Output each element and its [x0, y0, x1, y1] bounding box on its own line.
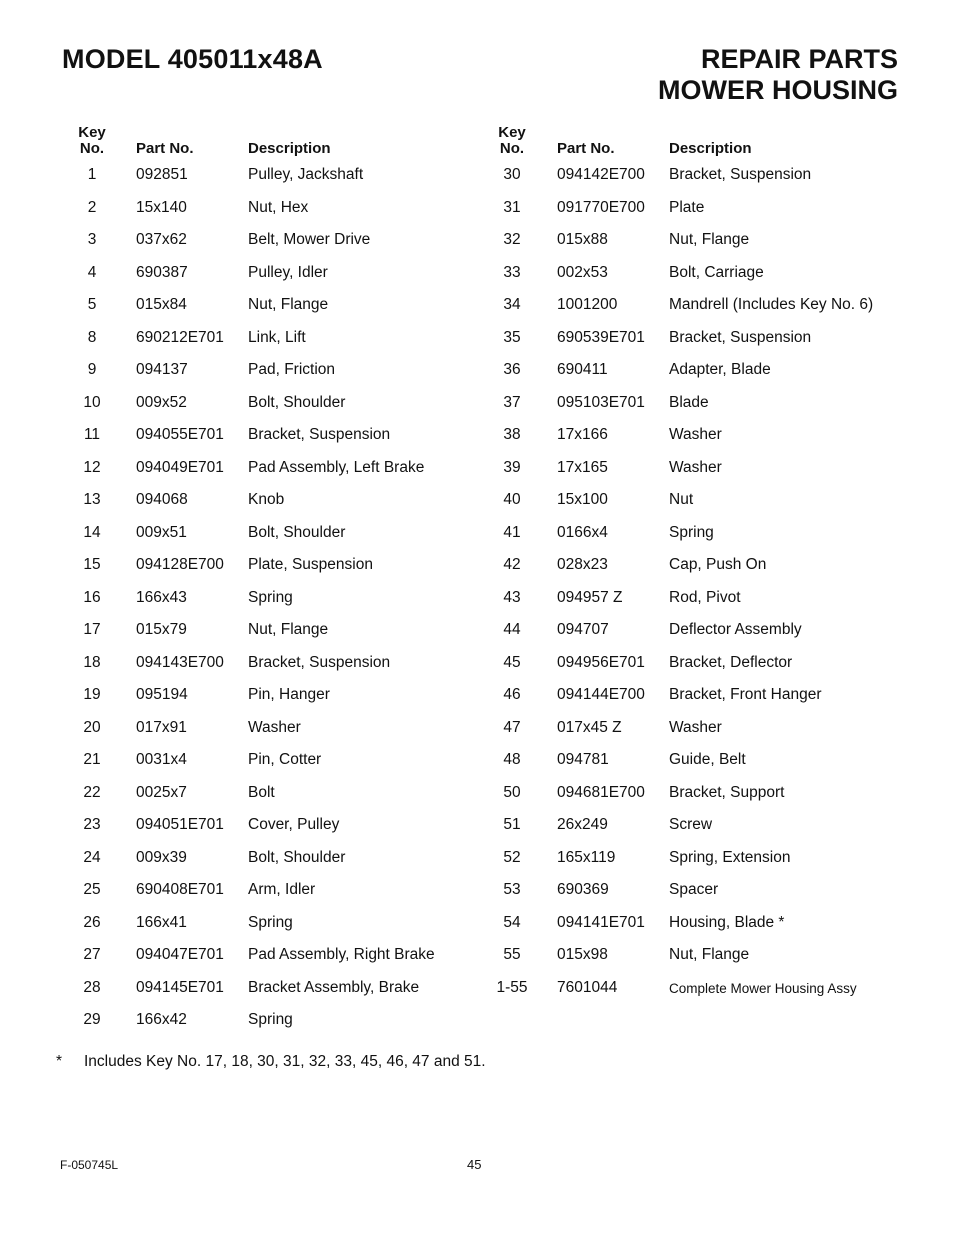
part-no-cell: 15x100 — [557, 491, 608, 508]
description-cell: Washer — [248, 718, 301, 736]
part-no-cell: 009x51 — [136, 523, 187, 541]
description-cell: Spring — [248, 913, 293, 931]
description-cell: Spacer — [669, 881, 719, 898]
key-header-line1: Key — [78, 124, 106, 141]
table-row — [0, 878, 477, 911]
table-body — [477, 163, 954, 1008]
key-no-cell: 9 — [87, 361, 97, 378]
key-no-cell: 47 — [503, 718, 521, 736]
table-row — [0, 553, 477, 586]
part-no-cell: 094049E701 — [136, 458, 224, 476]
table-row — [0, 456, 477, 489]
description-cell: Bolt — [248, 783, 275, 801]
description-cell: Screw — [669, 816, 713, 833]
footnote-text: Includes Key No. 17, 18, 30, 31, 32, 33, 45, 46, 47 and 51. — [84, 1053, 486, 1070]
model-title: MODEL 405011x48A — [62, 44, 323, 74]
table-row — [477, 261, 954, 294]
table-row — [0, 1008, 477, 1041]
table-row — [477, 423, 954, 456]
part-no-cell: 690411 — [557, 361, 608, 378]
part-no-cell: 094781 — [557, 751, 609, 768]
part-no-cell: 1001200 — [557, 296, 618, 313]
table-row — [477, 976, 954, 1009]
key-no-cell: 22 — [83, 783, 101, 801]
table-row — [477, 943, 954, 976]
part-no-cell: 095194 — [136, 686, 188, 703]
key-no-cell: 14 — [83, 523, 101, 541]
description-cell: Pulley, Idler — [248, 263, 328, 281]
description-cell: Complete Mower Housing Assy — [669, 980, 857, 996]
table-row — [0, 586, 477, 619]
part-no-header: Part No. — [557, 140, 615, 157]
table-body — [0, 163, 477, 1041]
description-cell: Belt, Mower Drive — [248, 231, 371, 248]
description-cell: Bracket, Suspension — [669, 166, 812, 183]
key-no-cell: 10 — [83, 393, 101, 411]
part-no-cell: 015x79 — [136, 621, 187, 638]
key-no-cell: 17 — [83, 621, 101, 638]
key-no-cell: 1-55 — [496, 978, 528, 996]
table-row — [477, 456, 954, 489]
description-cell: Cover, Pulley — [248, 816, 340, 833]
description-cell: Bracket, Suspension — [248, 653, 391, 671]
part-no-cell: 094128E700 — [136, 556, 224, 573]
key-no-cell: 35 — [503, 328, 521, 346]
table-row — [477, 391, 954, 424]
table-row — [477, 748, 954, 781]
description-cell: Pad, Friction — [248, 361, 336, 378]
key-no-cell: 33 — [503, 263, 521, 281]
description-cell: Deflector Assembly — [669, 621, 802, 638]
description-cell: Washer — [669, 458, 722, 476]
part-no-cell: 094957 Z — [557, 588, 623, 606]
key-no-cell: 44 — [503, 621, 521, 638]
description-cell: Pin, Hanger — [248, 686, 330, 703]
key-no-cell: 40 — [503, 491, 521, 508]
description-cell: Plate — [669, 198, 705, 216]
key-no-cell: 20 — [83, 718, 101, 736]
table-row — [477, 163, 954, 196]
description-cell: Bracket, Deflector — [669, 653, 793, 671]
description-cell: Bracket, Suspension — [248, 426, 391, 443]
part-no-cell: 0166x4 — [557, 523, 608, 541]
key-no-cell: 41 — [503, 523, 521, 541]
key-no-cell: 19 — [83, 686, 101, 703]
table-row — [0, 521, 477, 554]
description-cell: Spring — [248, 588, 293, 606]
part-no-cell: 0031x4 — [136, 751, 187, 768]
key-no-cell: 1 — [87, 166, 97, 183]
table-row — [0, 911, 477, 944]
section-title — [658, 44, 898, 106]
description-cell: Bracket Assembly, Brake — [248, 978, 420, 996]
part-no-cell: 094051E701 — [136, 816, 224, 833]
description-cell: Blade — [669, 393, 709, 411]
key-header-line2: No. — [499, 140, 525, 157]
description-cell: Pin, Cotter — [248, 751, 322, 768]
description-cell: Housing, Blade * — [669, 913, 785, 931]
part-no-cell: 094707 — [557, 621, 609, 638]
part-no-cell: 690408E701 — [136, 881, 224, 898]
part-no-cell: 690369 — [557, 881, 609, 898]
description-cell: Cap, Push On — [669, 556, 767, 573]
description-cell: Bracket, Suspension — [669, 328, 812, 346]
part-no-cell: 009x52 — [136, 393, 187, 411]
key-no-cell: 38 — [503, 426, 521, 443]
key-no-cell: 31 — [503, 198, 521, 216]
description-cell: Bolt, Shoulder — [248, 523, 346, 541]
key-no-cell: 34 — [503, 296, 521, 313]
table-row — [477, 488, 954, 521]
key-no-cell: 3 — [87, 231, 97, 248]
description-cell: Spring — [248, 1011, 293, 1028]
description-cell: Nut, Flange — [669, 946, 750, 963]
key-no-cell: 45 — [503, 653, 521, 671]
key-no-cell: 26 — [83, 913, 101, 931]
part-no-cell: 094047E701 — [136, 946, 224, 963]
table-row — [0, 943, 477, 976]
part-no-cell: 7601044 — [557, 978, 618, 996]
table-row — [0, 618, 477, 651]
key-no-cell: 21 — [83, 751, 101, 768]
form-number: F-050745L — [60, 1158, 119, 1172]
part-no-header: Part No. — [136, 140, 194, 157]
table-row — [477, 586, 954, 619]
description-cell: Pad Assembly, Right Brake — [248, 946, 435, 963]
description-cell: Spring — [669, 523, 714, 541]
key-header-line2: No. — [79, 140, 105, 157]
key-no-cell: 25 — [83, 881, 101, 898]
key-no-cell: 32 — [503, 231, 521, 248]
part-no-cell: 094055E701 — [136, 426, 224, 443]
part-no-cell: 690387 — [136, 263, 188, 281]
part-no-cell: 094956E701 — [557, 653, 645, 671]
table-row — [0, 261, 477, 294]
part-no-cell: 690539E701 — [557, 328, 645, 346]
part-no-cell: 094145E701 — [136, 978, 224, 996]
description-cell: Knob — [248, 491, 285, 508]
key-no-cell: 16 — [83, 588, 101, 606]
key-no-cell: 55 — [503, 946, 521, 963]
table-row — [0, 163, 477, 196]
table-row — [477, 553, 954, 586]
description-cell: Nut, Flange — [248, 621, 329, 638]
part-no-cell: 094141E701 — [557, 913, 645, 931]
part-no-cell: 166x43 — [136, 588, 187, 606]
parts-table-right — [477, 125, 954, 1008]
footnote — [56, 1053, 486, 1071]
table-row — [477, 716, 954, 749]
key-no-cell: 12 — [83, 458, 101, 476]
part-no-cell: 015x88 — [557, 231, 608, 248]
table-header — [0, 125, 477, 163]
description-cell: Bracket, Front Hanger — [669, 686, 822, 703]
table-row — [477, 293, 954, 326]
part-no-cell: 028x23 — [557, 556, 608, 573]
key-no-header — [62, 125, 122, 157]
key-no-cell: 48 — [503, 751, 521, 768]
description-cell: Pulley, Jackshaft — [248, 166, 364, 183]
table-row — [0, 846, 477, 879]
key-no-cell: 4 — [87, 263, 97, 281]
part-no-cell: 17x166 — [557, 426, 608, 443]
key-no-cell: 51 — [503, 816, 521, 833]
table-row — [477, 813, 954, 846]
key-no-header — [484, 125, 540, 157]
description-cell: Mandrell (Includes Key No. 6) — [669, 296, 874, 313]
key-no-cell: 37 — [503, 393, 521, 411]
table-row — [477, 521, 954, 554]
key-no-cell: 15 — [83, 556, 101, 573]
parts-table-left — [0, 125, 477, 1041]
key-no-cell: 43 — [503, 588, 521, 606]
part-no-cell: 094681E700 — [557, 783, 645, 801]
key-no-cell: 29 — [83, 1011, 101, 1028]
part-no-cell: 15x140 — [136, 198, 187, 216]
table-row — [0, 781, 477, 814]
part-no-cell: 094142E700 — [557, 166, 645, 183]
part-no-cell: 015x98 — [557, 946, 608, 963]
part-no-cell: 015x84 — [136, 296, 187, 313]
table-row — [0, 423, 477, 456]
part-no-cell: 017x91 — [136, 718, 187, 736]
part-no-cell: 009x39 — [136, 848, 187, 866]
description-cell: Rod, Pivot — [669, 588, 741, 606]
key-no-cell: 52 — [503, 848, 521, 866]
table-row — [0, 683, 477, 716]
key-no-cell: 53 — [503, 881, 521, 898]
part-no-cell: 094144E700 — [557, 686, 645, 703]
key-no-cell: 39 — [503, 458, 521, 476]
part-no-cell: 166x41 — [136, 913, 187, 931]
key-no-cell: 30 — [503, 166, 521, 183]
key-no-cell: 50 — [503, 783, 521, 801]
description-cell: Bolt, Shoulder — [248, 848, 346, 866]
table-row — [0, 391, 477, 424]
part-no-cell: 094143E700 — [136, 653, 224, 671]
key-no-cell: 8 — [87, 328, 97, 346]
key-no-cell: 5 — [87, 296, 97, 313]
key-no-cell: 13 — [83, 491, 101, 508]
description-cell: Washer — [669, 426, 722, 443]
table-row — [0, 196, 477, 229]
table-row — [477, 683, 954, 716]
description-cell: Plate, Suspension — [248, 556, 373, 573]
part-no-cell: 0025x7 — [136, 783, 187, 801]
section-title-line1: REPAIR PARTS — [700, 44, 898, 74]
description-cell: Nut, Flange — [248, 296, 329, 313]
table-row — [0, 293, 477, 326]
part-no-cell: 037x62 — [136, 231, 187, 248]
table-row — [477, 326, 954, 359]
part-no-cell: 165x119 — [557, 848, 616, 866]
page-number: 45 — [467, 1157, 482, 1172]
key-no-cell: 2 — [87, 198, 97, 216]
table-row — [0, 813, 477, 846]
key-no-cell: 23 — [83, 816, 101, 833]
description-header: Description — [669, 140, 752, 157]
part-no-cell: 17x165 — [557, 458, 608, 476]
part-no-cell: 002x53 — [557, 263, 608, 281]
key-header-line1: Key — [498, 124, 526, 141]
part-no-cell: 690212E701 — [136, 328, 224, 346]
table-row — [0, 976, 477, 1009]
part-no-cell: 091770E700 — [557, 198, 645, 216]
table-row — [0, 716, 477, 749]
key-no-cell: 28 — [83, 978, 101, 996]
key-no-cell: 46 — [503, 686, 521, 703]
description-cell: Arm, Idler — [248, 881, 316, 898]
part-no-cell: 092851 — [136, 166, 188, 183]
description-cell: Washer — [669, 718, 722, 736]
table-row — [477, 846, 954, 879]
table-row — [0, 748, 477, 781]
table-row — [0, 326, 477, 359]
description-cell: Pad Assembly, Left Brake — [248, 458, 425, 476]
table-row — [0, 358, 477, 391]
table-header — [477, 125, 954, 163]
table-row — [0, 651, 477, 684]
description-cell: Bracket, Support — [669, 783, 785, 801]
key-no-cell: 11 — [83, 426, 101, 443]
part-no-cell: 166x42 — [136, 1011, 187, 1028]
description-cell: Spring, Extension — [669, 848, 791, 866]
table-row — [477, 878, 954, 911]
part-no-cell: 017x45 Z — [557, 718, 622, 736]
part-no-cell: 095103E701 — [557, 393, 645, 411]
description-cell: Nut — [669, 491, 694, 508]
table-row — [477, 196, 954, 229]
part-no-cell: 26x249 — [557, 816, 608, 833]
part-no-cell: 094068 — [136, 491, 188, 508]
table-row — [477, 781, 954, 814]
key-no-cell: 18 — [83, 653, 101, 671]
description-cell: Link, Lift — [248, 328, 306, 346]
description-cell: Nut, Flange — [669, 231, 750, 248]
table-row — [477, 358, 954, 391]
table-row — [0, 228, 477, 261]
part-no-cell: 094137 — [136, 361, 188, 378]
table-row — [477, 911, 954, 944]
description-header: Description — [248, 140, 331, 157]
table-row — [477, 228, 954, 261]
table-row — [477, 651, 954, 684]
table-row — [477, 618, 954, 651]
key-no-cell: 36 — [503, 361, 521, 378]
key-no-cell: 54 — [503, 913, 521, 931]
section-title-line2: MOWER HOUSING — [658, 75, 898, 105]
description-cell: Adapter, Blade — [669, 361, 771, 378]
footnote-marker: * — [56, 1053, 63, 1070]
table-row — [0, 488, 477, 521]
description-cell: Nut, Hex — [248, 198, 309, 216]
key-no-cell: 24 — [83, 848, 101, 866]
description-cell: Bolt, Shoulder — [248, 393, 346, 411]
key-no-cell: 42 — [503, 556, 521, 573]
key-no-cell: 27 — [83, 946, 101, 963]
description-cell: Bolt, Carriage — [669, 263, 764, 281]
description-cell: Guide, Belt — [669, 751, 746, 768]
